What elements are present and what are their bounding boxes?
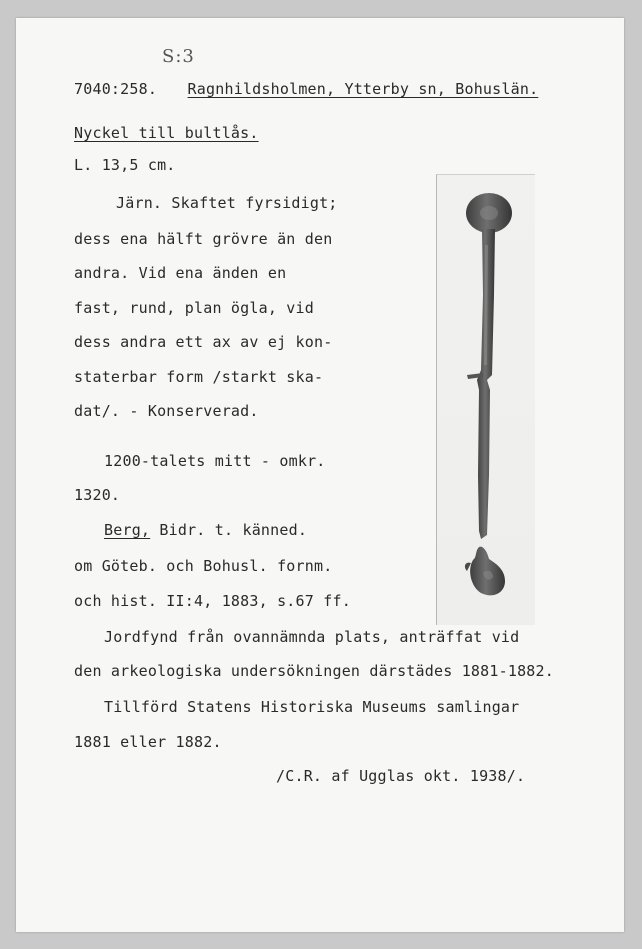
description-line-5: dess andra ett ax av ej kon- <box>74 333 333 351</box>
reference-line-2: om Göteb. och Bohusl. fornm. <box>74 557 333 575</box>
accession-line-2: 1881 eller 1882. <box>74 733 222 751</box>
description-line-3: andra. Vid ena änden en <box>74 264 287 282</box>
description-line-7: dat/. - Konserverad. <box>74 402 259 420</box>
catalog-card <box>16 18 624 932</box>
reference-author: Berg, <box>104 521 151 539</box>
find-line-1: Jordfynd från ovannämnda plats, anträffat vid <box>104 628 520 646</box>
length: L. 13,5 cm. <box>74 156 176 174</box>
description-line-4: fast, rund, plan ögla, vid <box>74 299 314 317</box>
dating-line-1: 1200-talets mitt - omkr. <box>104 452 326 470</box>
key-photo <box>436 174 535 625</box>
description-line-6: staterbar form /starkt ska- <box>74 368 324 386</box>
header-line <box>74 80 538 98</box>
handwritten-number: S:3 <box>162 46 195 67</box>
object-title: Nyckel till bultlås. <box>74 124 259 142</box>
find-line-2: den arkeologiska undersökningen därstädes 1881-1882. <box>74 662 554 680</box>
reference-title: Bidr. t. känned. <box>150 521 308 539</box>
description-line-2: dess ena hälft grövre än den <box>74 230 333 248</box>
location: Ragnhildsholmen, Ytterby sn, Bohuslän. <box>187 80 539 98</box>
accession-line-1: Tillförd Statens Historiska Museums samlingar <box>104 698 520 716</box>
description-line-1: Järn. Skaftet fyrsidigt; <box>116 194 338 212</box>
reference-line-3: och hist. II:4, 1883, s.67 ff. <box>74 592 351 610</box>
signature: /C.R. af Ugglas okt. 1938/. <box>276 767 526 785</box>
catalog-number: 7040:258. <box>74 80 158 98</box>
iron-key-icon <box>437 175 535 625</box>
dating-line-2: 1320. <box>74 486 121 504</box>
reference-line-1 <box>104 521 307 539</box>
